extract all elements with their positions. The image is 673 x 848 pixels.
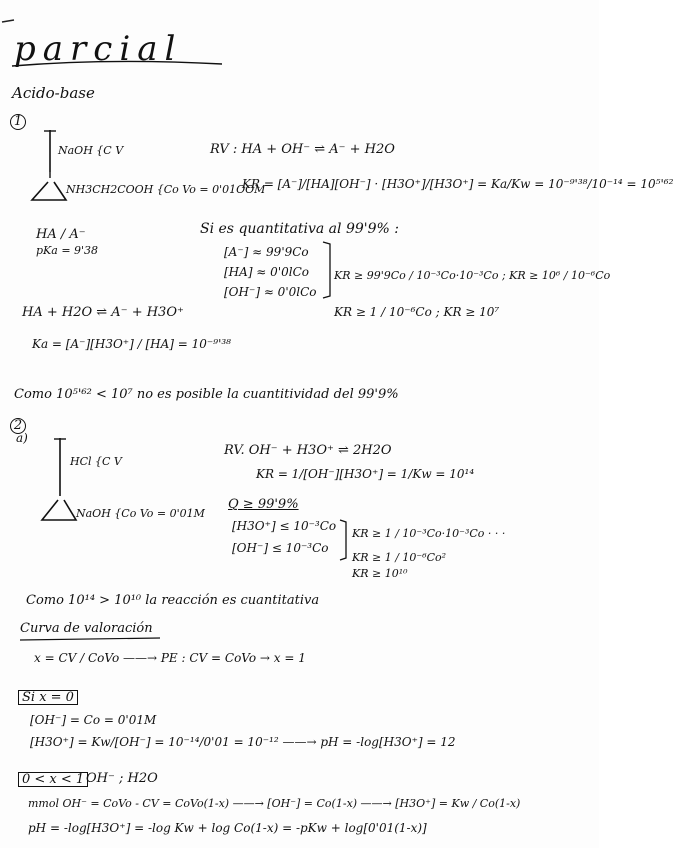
species-present: OH⁻ ; H2O <box>86 771 158 786</box>
reaction-equation: RV. OH⁻ + H3O⁺ ⇌ 2H2O <box>224 443 392 458</box>
mmol-calculation: mmol OH⁻ = CoVo - CV = CoVo(1-x) ——→ [OH⁻] = Co(1-x) ——→ [H3O⁺] = Kw / Co(1-x) <box>28 797 521 810</box>
kr-condition: KR ≥ 99'9Co / 10⁻³Co·10⁻³Co ; KR ≥ 10⁶ / 10⁻⁶Co <box>334 269 611 282</box>
equilibrium-constant: KR = [A⁻]/[HA][OH⁻] · [H3O⁺]/[H3O⁺] = Ka/Kw = 10⁻⁹'³⁸/10⁻¹⁴ = 10⁵'⁶² <box>242 177 673 191</box>
condition-line: [H3O⁺] ≤ 10⁻³Co <box>232 519 337 533</box>
conclusion: Como 10¹⁴ > 10¹⁰ la reacción es cuantitativa <box>26 593 320 608</box>
kr-result: KR ≥ 1 / 10⁻⁶Co ; KR ≥ 10⁷ <box>334 305 500 319</box>
hydronium-calculation: [H3O⁺] = Kw/[OH⁻] = 10⁻¹⁴/0'01 = 10⁻¹² ——→ pH = -log[H3O⁺] = 12 <box>30 735 456 749</box>
kr-condition: KR ≥ 1 / 10⁻³Co·10⁻³Co · · · <box>352 527 506 540</box>
curve-heading: Curva de valoración <box>20 621 153 636</box>
equilibrium-constant: KR = 1/[OH⁻][H3O⁺] = 1/Kw = 10¹⁴ <box>256 467 475 481</box>
case-box: Si x = 0 <box>18 690 78 705</box>
flask-label: NH3CH2COOH {Co Vo = 0'01OOM <box>66 183 266 196</box>
condition-line: [OH⁻] ≈ 0'0lCo <box>224 285 317 299</box>
hydroxide-concentration: [OH⁻] = Co = 0'01M <box>30 713 157 727</box>
titration-fraction: x = CV / CoVo ——→ PE : CV = CoVo → x = 1 <box>34 651 306 665</box>
quantitative-condition: Si es quantitativa al 99'9% : <box>200 221 399 237</box>
condition-line: [OH⁻] ≤ 10⁻³Co <box>232 541 329 555</box>
acid-pair: HA / A⁻ <box>36 227 86 242</box>
part-label: a) <box>16 431 28 445</box>
burette-label: HCl {C V <box>70 455 122 468</box>
quantitative-condition: Q ≥ 99'9% <box>228 497 299 512</box>
ph-expression: pH = -log[H3O⁺] = -log Kw + log Co(1-x) = -pKw + log[0'01(1-x)] <box>28 821 427 835</box>
condition-line: [A⁻] ≈ 99'9Co <box>224 245 309 259</box>
problem-number-1: 1 <box>10 114 26 130</box>
burette-label: NaOH {C V <box>58 144 124 157</box>
reaction-equation: RV : HA + OH⁻ ⇌ A⁻ + H2O <box>210 142 395 157</box>
condition-line: [HA] ≈ 0'0lCo <box>224 265 309 279</box>
page-title: parcial <box>14 29 183 69</box>
conclusion: Como 10⁵'⁶² < 10⁷ no es posible la cuantitividad del 99'9% <box>14 387 399 402</box>
case-box: 0 < x < 1 <box>18 772 88 787</box>
kr-condition: KR ≥ 1 / 10⁻⁶Co² <box>352 551 447 564</box>
kr-result: KR ≥ 10¹⁰ <box>352 567 408 580</box>
pka-value: pKa = 9'38 <box>36 244 99 257</box>
dissociation-equation: HA + H2O ⇌ A⁻ + H3O⁺ <box>22 305 184 320</box>
problem-number-2: 2 <box>10 418 26 434</box>
ka-expression: Ka = [A⁻][H3O⁺] / [HA] = 10⁻⁹'³⁸ <box>32 337 231 351</box>
section-heading: Acido-base <box>12 84 95 102</box>
flask-label: NaOH {Co Vo = 0'01M <box>76 507 205 520</box>
